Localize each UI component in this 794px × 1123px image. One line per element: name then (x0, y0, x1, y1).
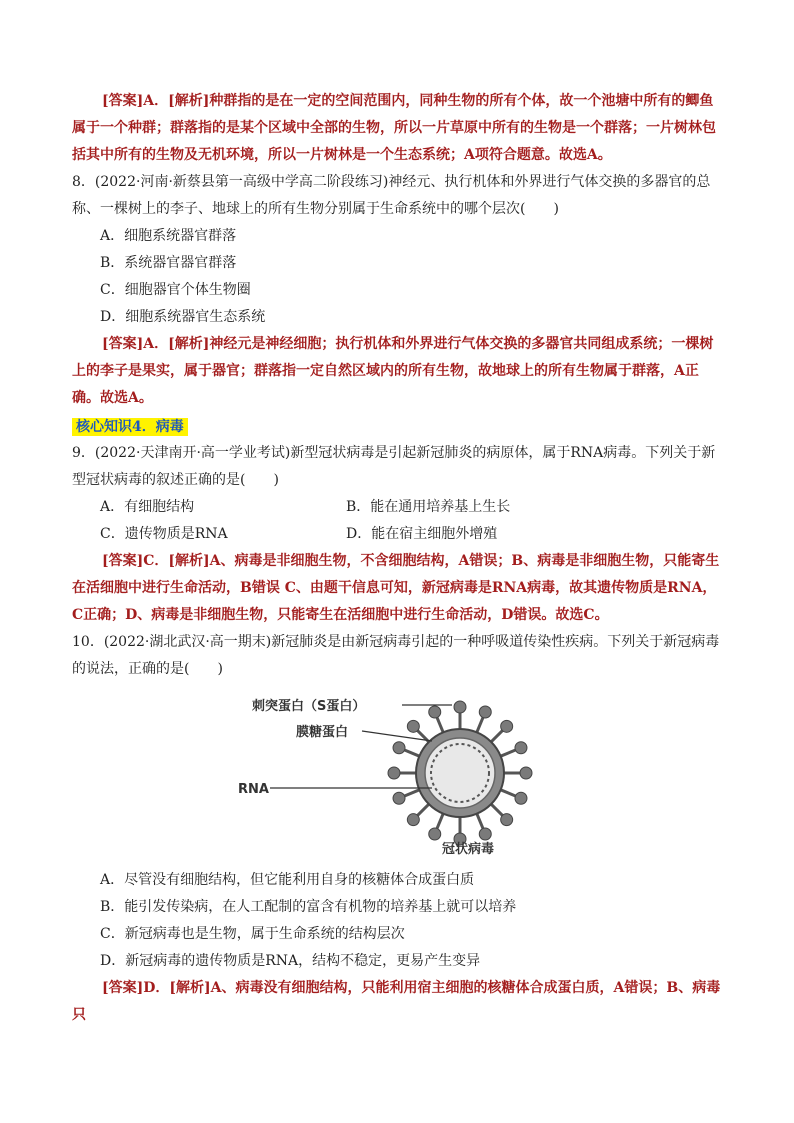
label-spike: 刺突蛋白（S蛋白） (252, 699, 366, 714)
question-8: 8．(2022·河南·新蔡县第一高级中学高二阶段练习)神经元、执行机体和外界进行气体交换的多器官的总称、一棵树上的李子、地球上的所有生物分别属于生命系统中的哪个层次( ) (72, 174, 711, 217)
spike-head (515, 792, 527, 804)
spike-stalk (403, 749, 421, 757)
label-membrane: 膜糖蛋白 (296, 725, 349, 740)
virus-inner (425, 738, 495, 808)
spike-stalk (416, 803, 430, 817)
document-page (72, 88, 722, 1029)
spike-stalk (490, 729, 504, 743)
spike-head (393, 792, 405, 804)
q8-option-b: B．系统器官器官群落 (100, 255, 237, 271)
spike-head (520, 767, 532, 779)
q9-option-d: D．能在宿主细胞外增殖 (346, 526, 498, 542)
answer-q10: [答案]D．[解析]A、病毒没有细胞结构，只能利用宿主细胞的核糖体合成蛋白质，A错误；B、病毒只 (72, 980, 721, 1023)
spike-stalk (499, 789, 517, 797)
spike-head (479, 828, 491, 840)
q8-option-a: A．细胞系统器官群落 (100, 228, 237, 244)
spike-stalk (490, 803, 504, 817)
answer-q7: [答案]A．[解析]种群指的是在一定的空间范围内，同种生物的所有个体，故一个池塘中所有的鲫鱼属于一个种群；群落指的是某个区域中全部的生物，所以一片草原中所有的生物是一个群落；一片树林包括其中所有的生物及无机环境，所以一片树林是一个生态系统；A项符合题意。故选A。 (72, 93, 716, 163)
spike-head (515, 742, 527, 754)
label-rna: RNA (238, 782, 269, 797)
section-heading (72, 416, 722, 438)
q9-options-row-1 (72, 494, 722, 521)
q9-options-row-2 (72, 521, 722, 548)
q10-option-c: C．新冠病毒也是生物，属于生命系统的结构层次 (100, 926, 405, 942)
coronavirus-figure (72, 691, 722, 861)
spike-head (501, 814, 513, 826)
question-10: 10．(2022·湖北武汉·高一期末)新冠肺炎是由新冠病毒引起的一种呼吸道传染性疾病。下列关于新冠病毒的说法，正确的是( ) (72, 634, 720, 677)
q9-option-a: A．有细胞结构 (100, 499, 195, 515)
spike-head (454, 701, 466, 713)
figure-caption: 冠状病毒 (442, 842, 495, 857)
spike-head (501, 720, 513, 732)
answer-q8: [答案]A．[解析]神经元是神经细胞；执行机体和外界进行气体交换的多器官共同组成系统；一棵树上的李子是果实，属于器官；群落指一定自然区域内的所有生物，故地球上的所有生物属于群落，A正确。故选A。 (72, 336, 714, 406)
question-9: 9．(2022·天津南开·高一学业考试)新型冠状病毒是引起新冠肺炎的病原体，属于RNA病毒。下列关于新型冠状病毒的叙述正确的是( ) (72, 445, 716, 488)
q9-option-c: C．遗传物质是RNA (100, 526, 228, 542)
spike-head (393, 742, 405, 754)
spike-head (407, 814, 419, 826)
spike-stalk (403, 789, 421, 797)
answer-q9: [答案]C．[解析]A、病毒是非细胞生物，不含细胞结构，A错误；B、病毒是非细胞生物，只能寄生在活细胞中进行生命活动，B错误 C、由题干信息可知，新冠病毒是RNA病毒，故其遗传物质是RNA，C正确；D、病毒是非细胞生物，只能寄生在活细胞中进行生命活动，D错误。故选C。 (72, 553, 720, 623)
spike-head (388, 767, 400, 779)
spike-stalk (416, 729, 430, 743)
q10-option-b: B．能引发传染病，在人工配制的富含有机物的培养基上就可以培养 (100, 899, 517, 915)
q8-option-c: C．细胞器官个体生物圈 (100, 282, 251, 298)
spike-head (429, 828, 441, 840)
section-title: 核心知识4．病毒 (72, 418, 188, 436)
spike-stalk (499, 749, 517, 757)
spike-head (479, 706, 491, 718)
q10-option-d: D．新冠病毒的遗传物质是RNA，结构不稳定，更易产生变异 (100, 953, 481, 969)
spike-head (407, 720, 419, 732)
coronavirus-diagram (72, 691, 722, 861)
spike-head (429, 706, 441, 718)
q10-option-a: A．尽管没有细胞结构，但它能利用自身的核糖体合成蛋白质 (100, 872, 475, 888)
q9-option-b: B．能在通用培养基上生长 (346, 499, 511, 515)
q8-option-d: D．细胞系统器官生态系统 (100, 309, 266, 325)
